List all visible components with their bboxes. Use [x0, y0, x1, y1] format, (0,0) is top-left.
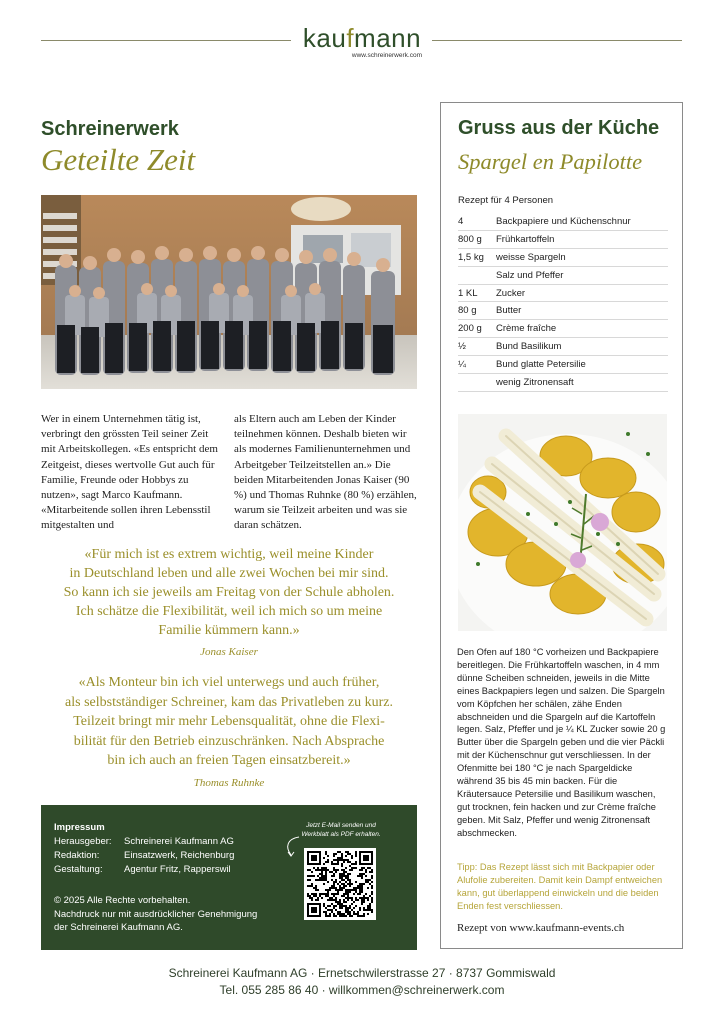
article-body-column-1: Wer in einem Unternehmen tätig ist, verbringt den grössten Teil seiner Zeit mit Arbeitskollegen. «Es entspricht dem Zeitgeist, dieses wertvolle Gut auch für Familie, Freunde oder Hobbys zu nutzen», sagt Marco Kaufmann. «Mitarbeitende sollen ihren Lebensstil mitgestalten und	[41, 413, 218, 532]
ingredient-row: ¼ Bund glatte Petersilie	[458, 356, 668, 374]
quote-jonas-kaiser	[41, 545, 417, 658]
logo-wordmark: kaufmann	[302, 23, 422, 53]
ingredient-list	[458, 213, 668, 392]
recipe-tip: Tipp: Das Rezept lässt sich mit Backpapier oder Alufolie zubereiten. Damit kein Dampf entweichen kann, gut überlappend einwickeln und die beiden Enden fest verschliessen.	[457, 862, 663, 911]
quote-line: bilität für den Betrieb einzuschränken. Nach Absprache	[73, 733, 385, 749]
article-kicker: Schreinerwerk	[41, 118, 179, 140]
quote-thomas-ruhnke	[41, 673, 417, 789]
quote-line: Ich schätze die Flexibilität, weil ich mich so um meine	[75, 604, 383, 619]
article-headline: Geteilte Zeit	[41, 142, 196, 177]
impressum-row: Gestaltung: Agentur Fritz, Rapperswil	[54, 864, 231, 875]
recipe-source-link[interactable]: Rezept von www.kaufmann-events.ch	[457, 922, 625, 934]
impressum-box	[41, 805, 417, 950]
ingredient-row: 4 Backpapiere und Küchenschnur	[458, 213, 668, 231]
ingredient-row: 80 g Butter	[458, 302, 668, 320]
ingredient-row: 800 g Frühkartoffeln	[458, 231, 668, 249]
quote-line: als selbstständiger Schreiner, kam das Privatleben zu kurz.	[65, 694, 393, 710]
recipe-box	[440, 102, 683, 949]
header-rule-right	[432, 40, 682, 41]
impressum-row: Herausgeber: Schreinerei Kaufmann AG	[54, 836, 234, 847]
quote-line: «Für mich ist es extrem wichtig, weil meine Kinder	[84, 547, 374, 562]
team-photo	[41, 195, 417, 389]
recipe-kicker: Gruss aus der Küche	[458, 117, 660, 139]
recipe-title: Spargel en Papilotte	[458, 149, 643, 174]
kaufmann-logo[interactable]	[300, 24, 424, 60]
footer-contact[interactable]: Tel. 055 285 86 40 · willkommen@schreinerwerk.com	[219, 983, 505, 997]
recipe-instructions: Den Ofen auf 180 °C vorheizen und Backpapiere bereitlegen. Die Frühkartoffeln waschen, in 4 mm dünne Scheiben schneiden, jeweils in die Mitte eines Backpapiers legen und salzen. Die Spargeln vom Köpfchen her schälen, zähe Enden abschneiden und die Spargeln auf die Kartoffeln legen. Salz, Pfeffer und je ¼ KL Zucker sowie 20 g Butter über die Spargeln geben und die vier Päckli mit der Küchenschnur gut verschliessen. In der Ofenmitte bei 180 °C je nach Spargeldicke während 35 bis 45 min backen. Für die Kräutersauce Petersilie und Basilikum waschen, gut trocknen, fein hacken und zur Crème fraîche geben. Mit Salz, Pfeffer und wenig Zitronensaft abschmecken.	[457, 647, 666, 838]
ingredient-row: 1 KL Zucker	[458, 285, 668, 303]
impressum-title: Impressum	[54, 822, 105, 833]
quote-line: Teilzeit bringt mir mehr Lebensqualität, ohne die Flexi-	[73, 714, 385, 729]
ingredient-row: 200 g Crème fraîche	[458, 320, 668, 338]
header-rule-left	[41, 40, 291, 41]
logo-url[interactable]: www.schreinerwerk.com	[351, 52, 422, 59]
quote-line: in Deutschland leben und alle zwei Wochen bei mir sind.	[69, 566, 389, 581]
impressum-copyright: © 2025 Alle Rechte vorbehalten. Nachdruck nur mit ausdrücklicher Genehmigung der Schreinerei Kaufmann AG.	[54, 895, 258, 933]
article-body-column-2: als Eltern auch am Leben der Kinder teilnehmen können. Deshalb bieten wir als modernes Familienunternehmen und Arbeitgeber Teilzeitstellen an.» Die beiden Mitarbeitenden Jonas Kaiser (90 %) und Thomas Ruhnke (80 %) erzählen, warum sie Teilzeit arbeiten und was sie daran schätzen.	[234, 413, 417, 532]
ingredient-row: 1,5 kg weisse Spargeln	[458, 249, 668, 267]
ingredient-row: wenig Zitronensaft	[458, 374, 668, 392]
qr-code[interactable]	[304, 848, 376, 920]
quote-line: «Als Monteur bin ich viel unterwegs und auch früher,	[78, 675, 380, 690]
impressum-row: Redaktion: Einsatzwerk, Reichenburg	[54, 850, 235, 861]
quote-line: Familie kümmern kann.»	[158, 623, 300, 638]
footer-address: Schreinerei Kaufmann AG · Ernetschwilerstrasse 27 · 8737 Gommiswald	[168, 966, 556, 980]
qr-code-icon	[307, 851, 373, 917]
qr-caption: Jetzt E-Mail senden und Werkblatt als PDF erhalten.	[301, 822, 381, 838]
recipe-servings: Rezept für 4 Personen	[458, 195, 554, 206]
ingredient-row: Salz und Pfeffer	[458, 267, 668, 285]
quote-author: Jonas Kaiser	[200, 646, 258, 658]
curved-arrow-icon	[283, 835, 303, 859]
dish-photo	[458, 414, 667, 631]
quote-line: bin ich auch an freien Tagen einsatzbereit.»	[107, 753, 351, 768]
ingredient-row: ½ Bund Basilikum	[458, 338, 668, 356]
quote-line: So kann ich sie jeweils am Freitag von der Schule abholen.	[63, 585, 395, 600]
quote-author: Thomas Ruhnke	[193, 776, 265, 789]
